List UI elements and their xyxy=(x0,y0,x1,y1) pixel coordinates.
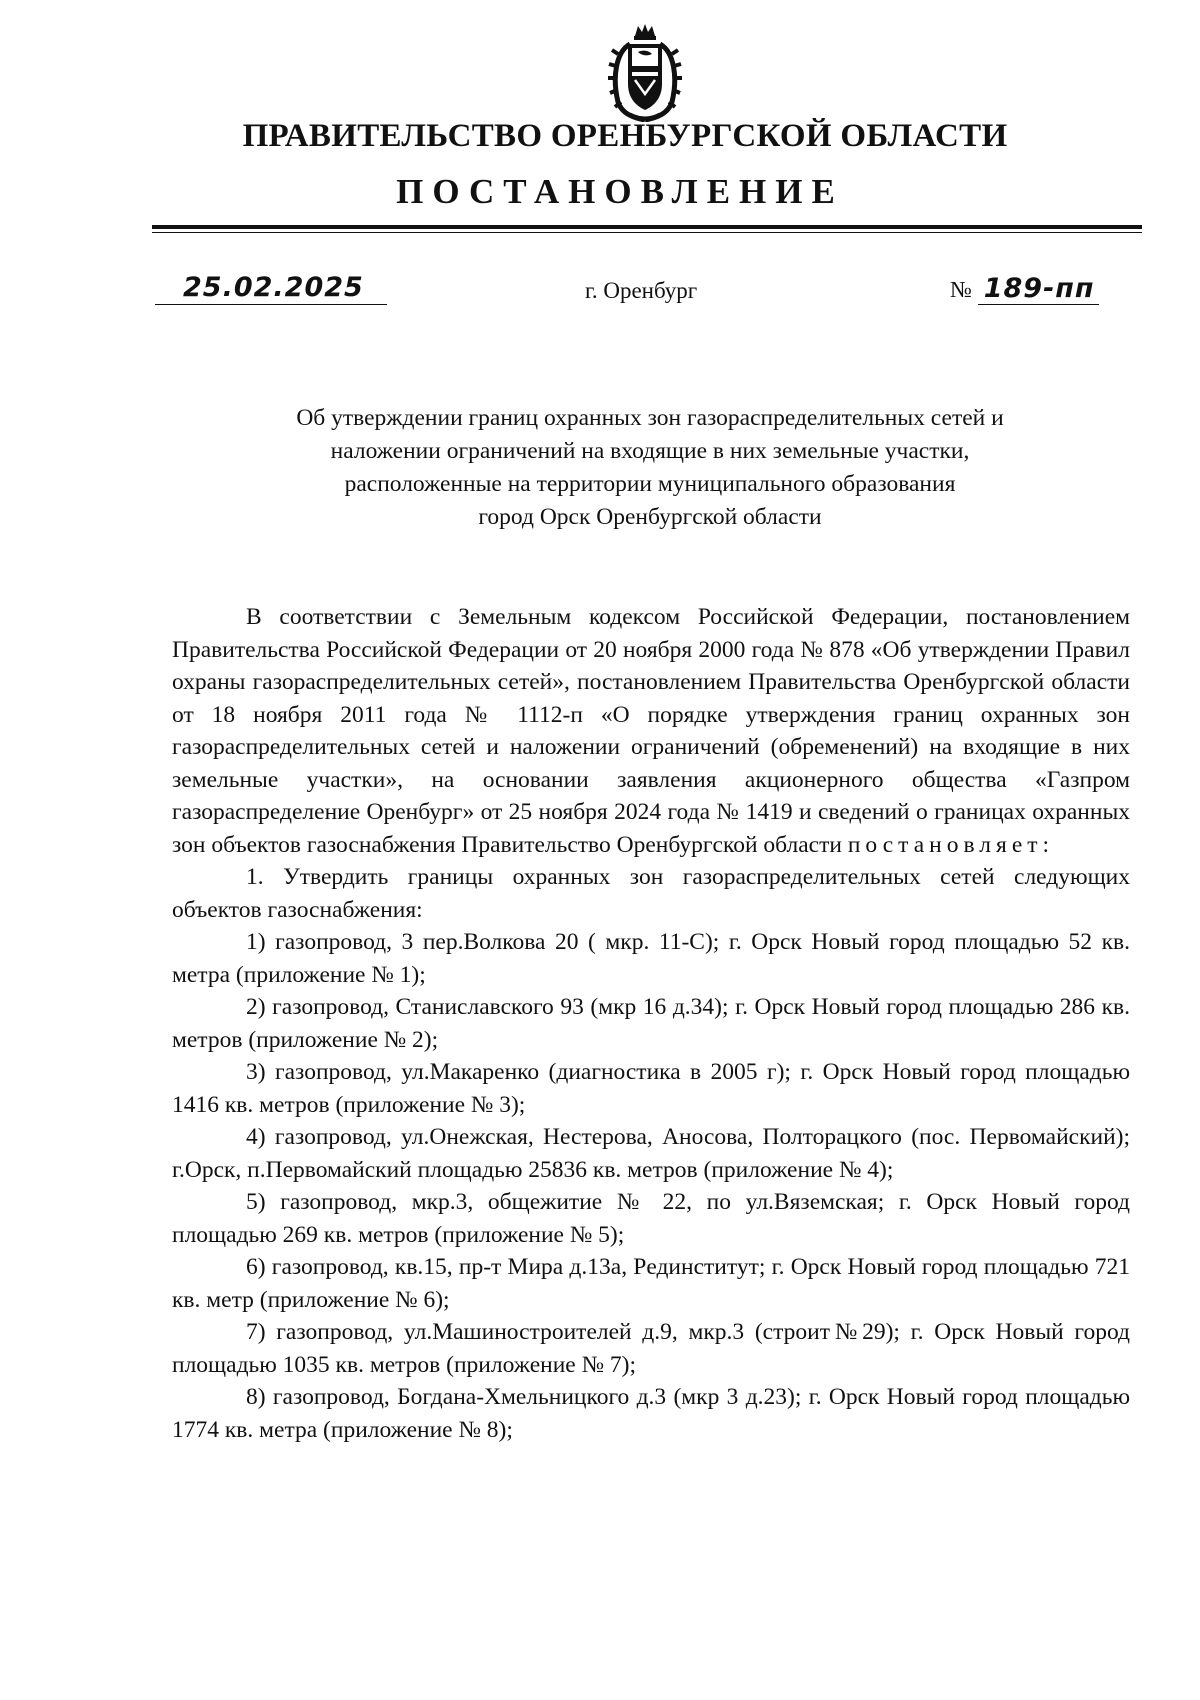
subject-line: город Орск Оренбургской области xyxy=(478,504,822,530)
government-title: ПРАВИТЕЛЬСТВО ОРЕНБУРГСКОЙ ОБЛАСТИ xyxy=(242,118,1008,154)
preamble-verb: постановляет: xyxy=(847,831,1055,858)
document-subject xyxy=(200,402,1100,534)
subitem-paragraph: 6) газопровод, кв.15, пр-т Мира д.13а, Pединститут; г. Орск Новый город площадью 721 кв. метр (приложение № 6); xyxy=(172,1254,1130,1313)
document-body xyxy=(172,601,1130,1446)
preamble-paragraph xyxy=(172,601,1130,861)
subject-line: наложении ограничений на входящие в них земельные участки, xyxy=(330,438,970,464)
subitem-paragraph: 4) газопровод, ул.Онежская, Нестерова, Аносова, Полторацкого (пос. Первомайский); г.Орск, п.Первомайский площадью 25836 кв. метров (приложение № 4); xyxy=(172,1124,1130,1183)
subject-line: расположенные на территории муниципального образования xyxy=(344,471,956,497)
document-type: ПОСТАНОВЛЕНИЕ xyxy=(396,172,844,211)
item-paragraph: 1. Утвердить границы охранных зон газораспределительных сетей следующих объектов газоснабжения: xyxy=(172,864,1130,923)
document-date-field xyxy=(155,274,387,305)
subject-line: Об утверждении границ охранных зон газораспределительных сетей и xyxy=(296,405,1004,431)
subitem-paragraph: 3) газопровод, ул.Макаренко (диагностика в 2005 г); г. Орск Новый город площадью 1416 кв. метров (приложение № 3); xyxy=(172,1059,1130,1118)
coat-of-arms-emblem xyxy=(608,22,682,122)
number-sign: № xyxy=(950,277,972,302)
preamble-text: В соответствии с Земельным кодексом Российской Федерации, постановлением Правительства Российской Федерации от 20 ноября 2000 года № 878 «Об утверждении Правил охраны газораспределительных сетей», постановлением Правительства Оренбургской области от 18 ноября 2011 года № 1112-п «О порядке утверждения границ охранных зон газораспределительных сетей и наложении ограничений (обременений) на входящие в них земельные участки», на основании заявления акционерного общества «Газпром газораспределение Оренбург» от 25 ноября 2024 года № 1419 и сведений о границах охранных зон объектов газоснабжения Правительство Оренбургской области xyxy=(172,604,1130,858)
document-city: г. Оренбург xyxy=(585,278,698,303)
subitem-paragraph: 7) газопровод, ул.Машиностроителей д.9, мкр.3 (строит№29); г. Орск Новый город площадью 1035 кв. метров (приложение № 7); xyxy=(172,1319,1130,1378)
subitem-paragraph: 1) газопровод, 3 пер.Волкова 20 ( мкр. 11-С); г. Орск Новый город площадью 52 кв. метра (приложение № 1); xyxy=(172,929,1130,988)
header-divider xyxy=(152,225,1142,229)
document-number-field xyxy=(950,274,1099,305)
header-divider-thin xyxy=(152,232,1142,233)
document-number: 189-пп xyxy=(978,274,1099,305)
subitem-paragraph: 8) газопровод, Богдана-Хмельницкого д.3 (мкр 3 д.23); г. Орск Новый город площадью 1774 кв. метра (приложение № 8); xyxy=(172,1384,1130,1443)
subitem-paragraph: 5) газопровод, мкр.3, общежитие № 22, по ул.Вяземская; г. Орск Новый город площадью 269 кв. метров (приложение № 5); xyxy=(172,1189,1130,1248)
document-date: 25.02.2025 xyxy=(183,272,364,303)
subitem-paragraph: 2) газопровод, Станиславского 93 (мкр 16 д.34); г. Орск Новый город площадью 286 кв. метров (приложение № 2); xyxy=(172,994,1130,1053)
